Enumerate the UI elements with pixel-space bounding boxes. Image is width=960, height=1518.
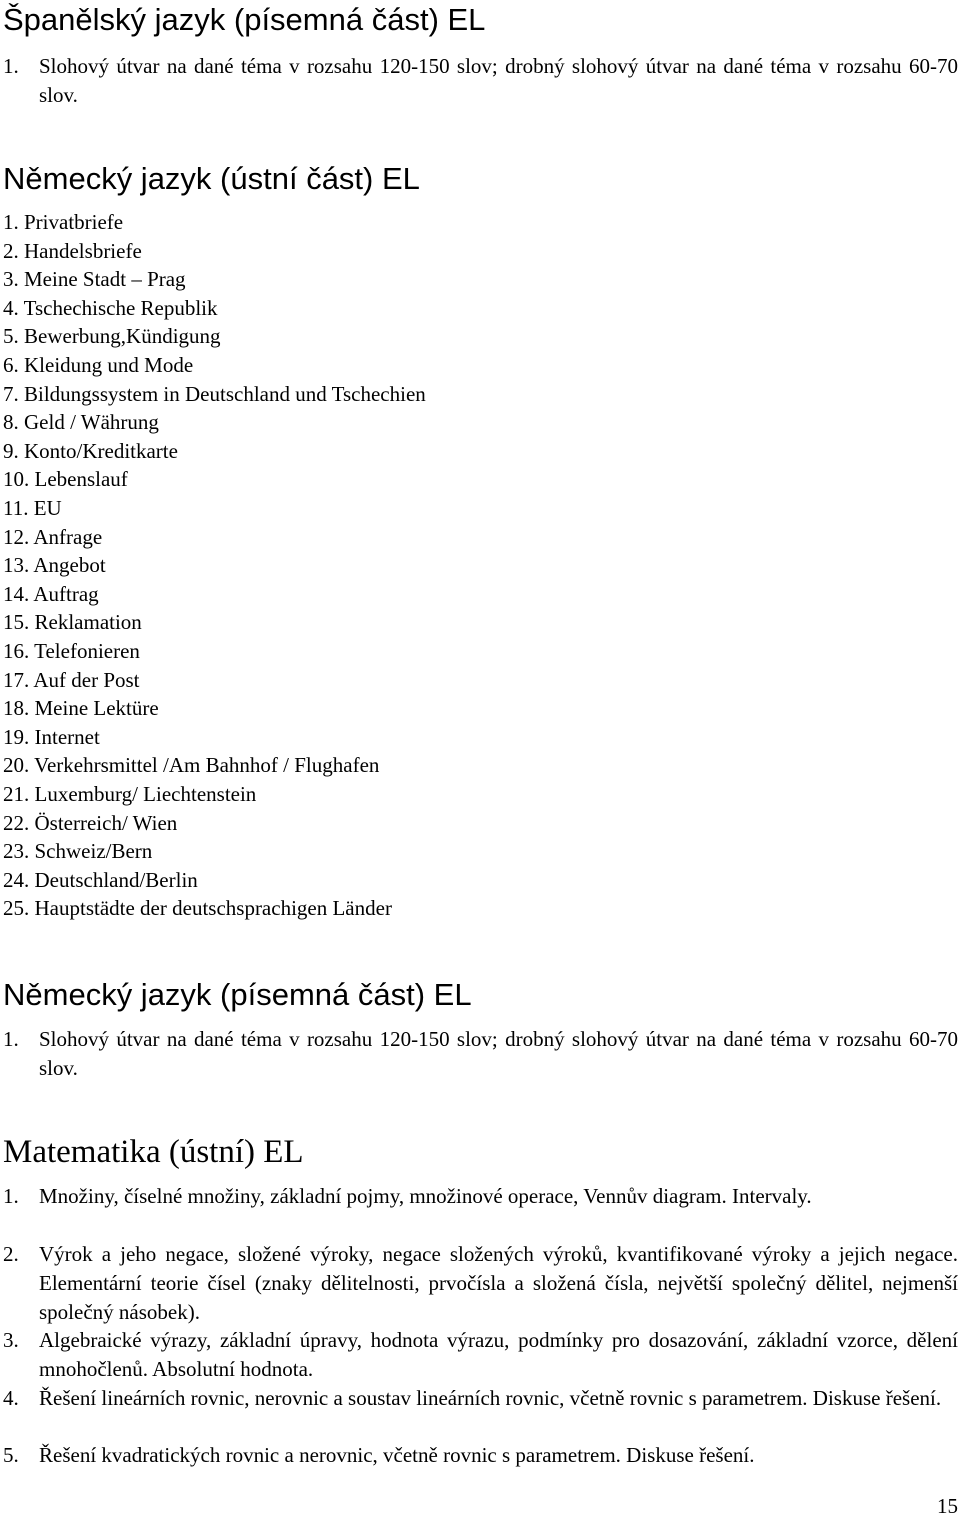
list-item: 5. Bewerbung,Kündigung [3, 324, 221, 349]
list-item: 25. Hauptstädte der deutschsprachigen Länder [3, 896, 392, 921]
section-title-german-oral: Německý jazyk (ústní část) EL [3, 161, 420, 196]
list-item: 18. Meine Lektüre [3, 696, 159, 721]
list-item-number: 3. [3, 1328, 19, 1352]
list-item: 2. Handelsbriefe [3, 238, 142, 263]
list-item: 17. Auf der Post [3, 667, 140, 692]
list-item: 7. Bildungssystem in Deutschland und Tschechien [3, 381, 426, 406]
list-item [0, 1441, 960, 1470]
list-item: 11. EU [3, 496, 62, 520]
list-item [0, 1182, 960, 1211]
list-item-text: Algebraické výrazy, základní úpravy, hodnota výrazu, podmínky pro dosazování, základní vzorce, dělení mnohočlenů. Absolutní hodnota. [39, 1328, 958, 1381]
list-item: 22. Österreich/ Wien [3, 810, 178, 835]
list-item-text: Řešení lineárních rovnic, nerovnic a soustav lineárních rovnic, včetně rovnic s parametrem. Diskuse řešení. [39, 1386, 942, 1410]
page-number: 15 [937, 1494, 958, 1518]
list-item-text: Výrok a jeho negace, složené výroky, negace složených výroků, kvantifikované výroky a jejich negace. Elementární teorie čísel (znaky dělitelnosti, prvočísla a složená čísla, největší společný dělitel, nejmenší společný násobek). [39, 1242, 958, 1324]
list-item-number: 2. [3, 1242, 19, 1266]
list-item-text: Množiny, číselné množiny, základní pojmy, množinové operace, Vennův diagram. Intervaly. [39, 1184, 812, 1208]
list-item-text: Slohový útvar na dané téma v rozsahu 120-150 slov; drobný slohový útvar na dané téma v rozsahu 60-70 slov. [39, 1027, 958, 1080]
list-item: 13. Angebot [3, 553, 106, 578]
list-item: 4. Tschechische Republik [3, 295, 218, 320]
list-item: 21. Luxemburg/ Liechtenstein [3, 782, 257, 806]
list-item: 15. Reklamation [3, 610, 142, 635]
list-item: 14. Auftrag [3, 581, 99, 606]
section-title-math-oral: Matematika (ústní) EL [3, 1134, 304, 1170]
list-item: 10. Lebenslauf [3, 467, 128, 492]
list-item: 12. Anfrage [3, 524, 103, 549]
list-item: 6. Kleidung und Mode [3, 353, 194, 377]
list-item-number: 1. [3, 54, 19, 78]
list-item-text: Řešení kvadratických rovnic a nerovnic, včetně rovnic s parametrem. Diskuse řešení. [39, 1443, 755, 1467]
list-item [0, 1384, 960, 1413]
list-item [0, 52, 960, 110]
list-item: 1. Privatbriefe [3, 210, 124, 234]
list-item [0, 1326, 960, 1384]
section-title-spanish-written: Španělský jazyk (písemná část) EL [3, 2, 486, 37]
list-item: 24. Deutschland/Berlin [3, 867, 198, 892]
list-item: 8. Geld / Währung [3, 410, 159, 435]
list-item: 9. Konto/Kreditkarte [3, 438, 178, 463]
list-item-number: 1. [3, 1184, 19, 1208]
list-item: 23. Schweiz/Bern [3, 839, 153, 864]
list-item-text: Slohový útvar na dané téma v rozsahu 120-150 slov; drobný slohový útvar na dané téma v rozsahu 60-70 slov. [39, 54, 958, 107]
list-item: 20. Verkehrsmittel /Am Bahnhof / Flughafen [3, 753, 380, 778]
list-item-number: 5. [3, 1443, 19, 1467]
list-item: 16. Telefonieren [3, 639, 140, 663]
list-item [0, 1240, 960, 1326]
section-title-german-written: Německý jazyk (písemná část) EL [3, 977, 472, 1012]
list-item: 3. Meine Stadt – Prag [3, 267, 186, 292]
list-item-number: 4. [3, 1386, 19, 1410]
list-item: 19. Internet [3, 724, 100, 749]
list-item [0, 1025, 960, 1083]
list-item-number: 1. [3, 1027, 19, 1051]
